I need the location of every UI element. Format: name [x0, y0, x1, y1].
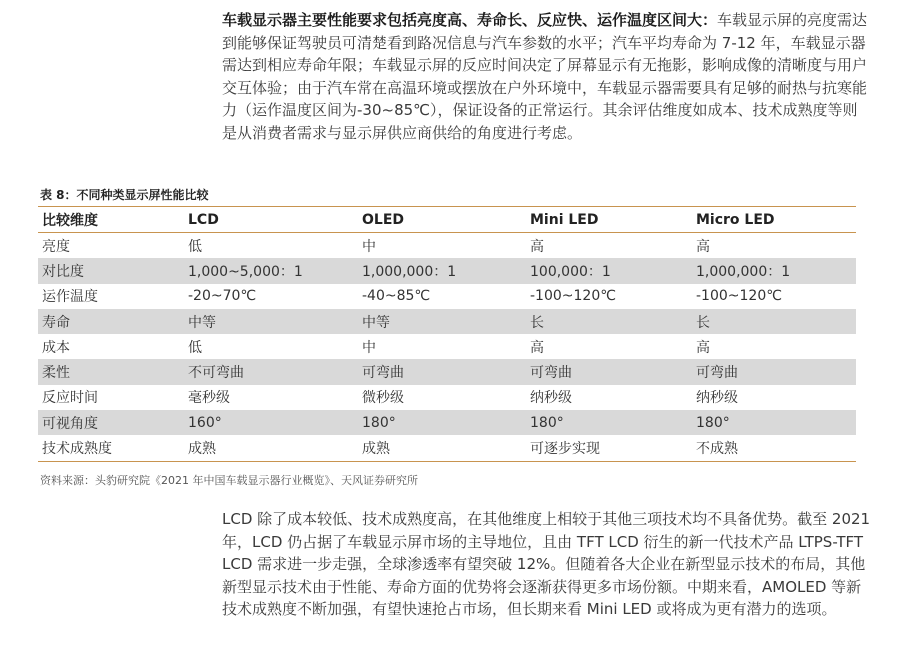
table-row [38, 233, 856, 259]
table-row [38, 258, 856, 283]
table-cell: 不成熟 [696, 441, 738, 458]
header-mini-led: Mini LED [530, 211, 599, 228]
table-row [38, 435, 856, 461]
table-cell: 中等 [362, 314, 390, 331]
table-cell: 成熟 [362, 441, 390, 458]
table-header-row [38, 207, 856, 233]
table-cell: 低 [188, 339, 202, 356]
table-cell: 可逐步实现 [530, 441, 600, 458]
table-cell: 可弯曲 [362, 365, 404, 382]
table-cell: 成本 [42, 339, 70, 356]
table-cell: 长 [696, 314, 710, 331]
table-cell: 成熟 [188, 441, 216, 458]
table-cell: 低 [188, 238, 202, 255]
header-lcd: LCD [188, 211, 219, 228]
table-cell: 1,000~5,000：1 [188, 263, 303, 280]
table-cell: 高 [696, 339, 710, 356]
table-cell: 1,000,000：1 [362, 263, 457, 280]
table-cell: 1,000,000：1 [696, 263, 791, 280]
table-cell: 高 [696, 238, 710, 255]
header-oled: OLED [362, 211, 405, 228]
table-cell: 纳秒级 [530, 390, 572, 407]
table-cell: 毫秒级 [188, 390, 230, 407]
header-dimension: 比较维度 [42, 212, 98, 229]
intro-paragraph [222, 9, 872, 144]
table-cell: -100~120℃ [530, 288, 616, 305]
table-cell: 100,000：1 [530, 263, 611, 280]
table-cell: 180° [696, 414, 730, 431]
table-cell: 微秒级 [362, 390, 404, 407]
table-cell: 180° [530, 414, 564, 431]
table-row [38, 410, 856, 435]
table-row [38, 334, 856, 359]
table-cell: 可弯曲 [530, 365, 572, 382]
table-cell: -100~120℃ [696, 288, 782, 305]
table-cell: 中 [362, 339, 376, 356]
table-cell: 高 [530, 339, 544, 356]
table-cell: 寿命 [42, 314, 70, 331]
table-cell: 柔性 [42, 365, 70, 382]
table-cell: 运作温度 [42, 289, 98, 306]
intro-body: 车载显示屏的亮度需达到能够保证驾驶员可清楚看到路况信息与汽车参数的水平；汽车平均寿命为 7-12 年，车载显示器需达到相应寿命年限；车载显示屏的反应时间决定了屏幕显示有无拖影，影响成像的清晰度与用户交互体验；由于汽车常在高温环境或摆放在户外环境中，车载显示器需要具有足够的耐热与抗寒能力（运作温度区间为-30~85℃），保证设备的正常运行。其余评估维度如成本、技术成熟度等则是从消费者需求与显示屏供应商供给的角度进行考虑。 [222, 11, 868, 142]
table-cell: 可视角度 [42, 415, 98, 432]
table-row [38, 284, 856, 309]
table-cell: 160° [188, 414, 222, 431]
table-cell: -20~70℃ [188, 288, 257, 305]
table-cell: -40~85℃ [362, 288, 431, 305]
table-row [38, 309, 856, 334]
table-cell: 纳秒级 [696, 390, 738, 407]
comparison-table [38, 206, 856, 462]
table-cell: 180° [362, 414, 396, 431]
table-cell: 可弯曲 [696, 365, 738, 382]
table-cell: 技术成熟度 [42, 441, 112, 458]
table-cell: 中等 [188, 314, 216, 331]
table-cell: 长 [530, 314, 544, 331]
intro-lead: 车载显示器主要性能要求包括亮度高、寿命长、反应快、运作温度区间大： [222, 11, 718, 29]
table-cell: 不可弯曲 [188, 365, 244, 382]
table-cell: 中 [362, 238, 376, 255]
conclusion-paragraph: LCD 除了成本较低、技术成熟度高，在其他维度上相较于其他三项技术均不具备优势。截至 2021 年，LCD 仍占据了车载显示屏市场的主导地位，且由 TFT LCD 衍生的新一代技术产品 LTPS-TFT LCD 需求进一步走强，全球渗透率有望突破 12%。但随着各大企业在新型显示技术的布局，其他新型显示技术由于性能、寿命方面的优势将会逐渐获得更多市场份额。中期来看，AMOLED 等新技术成熟度不断加强，有望快速抢占市场，但长期来看 Mini LED 或将成为更有潜力的选项。 [222, 510, 871, 618]
table-source-note: 资料来源：头豹研究院《2021 年中国车载显示器行业概览》、天风证券研究所 [40, 474, 418, 487]
header-micro-led: Micro LED [696, 211, 775, 228]
table-row [38, 385, 856, 410]
table-cell: 反应时间 [42, 390, 98, 407]
table-caption: 表 8：不同种类显示屏性能比较 [40, 188, 209, 202]
table-cell: 亮度 [42, 238, 70, 255]
table-cell: 对比度 [42, 263, 84, 280]
table-cell: 高 [530, 238, 544, 255]
table-row [38, 359, 856, 384]
